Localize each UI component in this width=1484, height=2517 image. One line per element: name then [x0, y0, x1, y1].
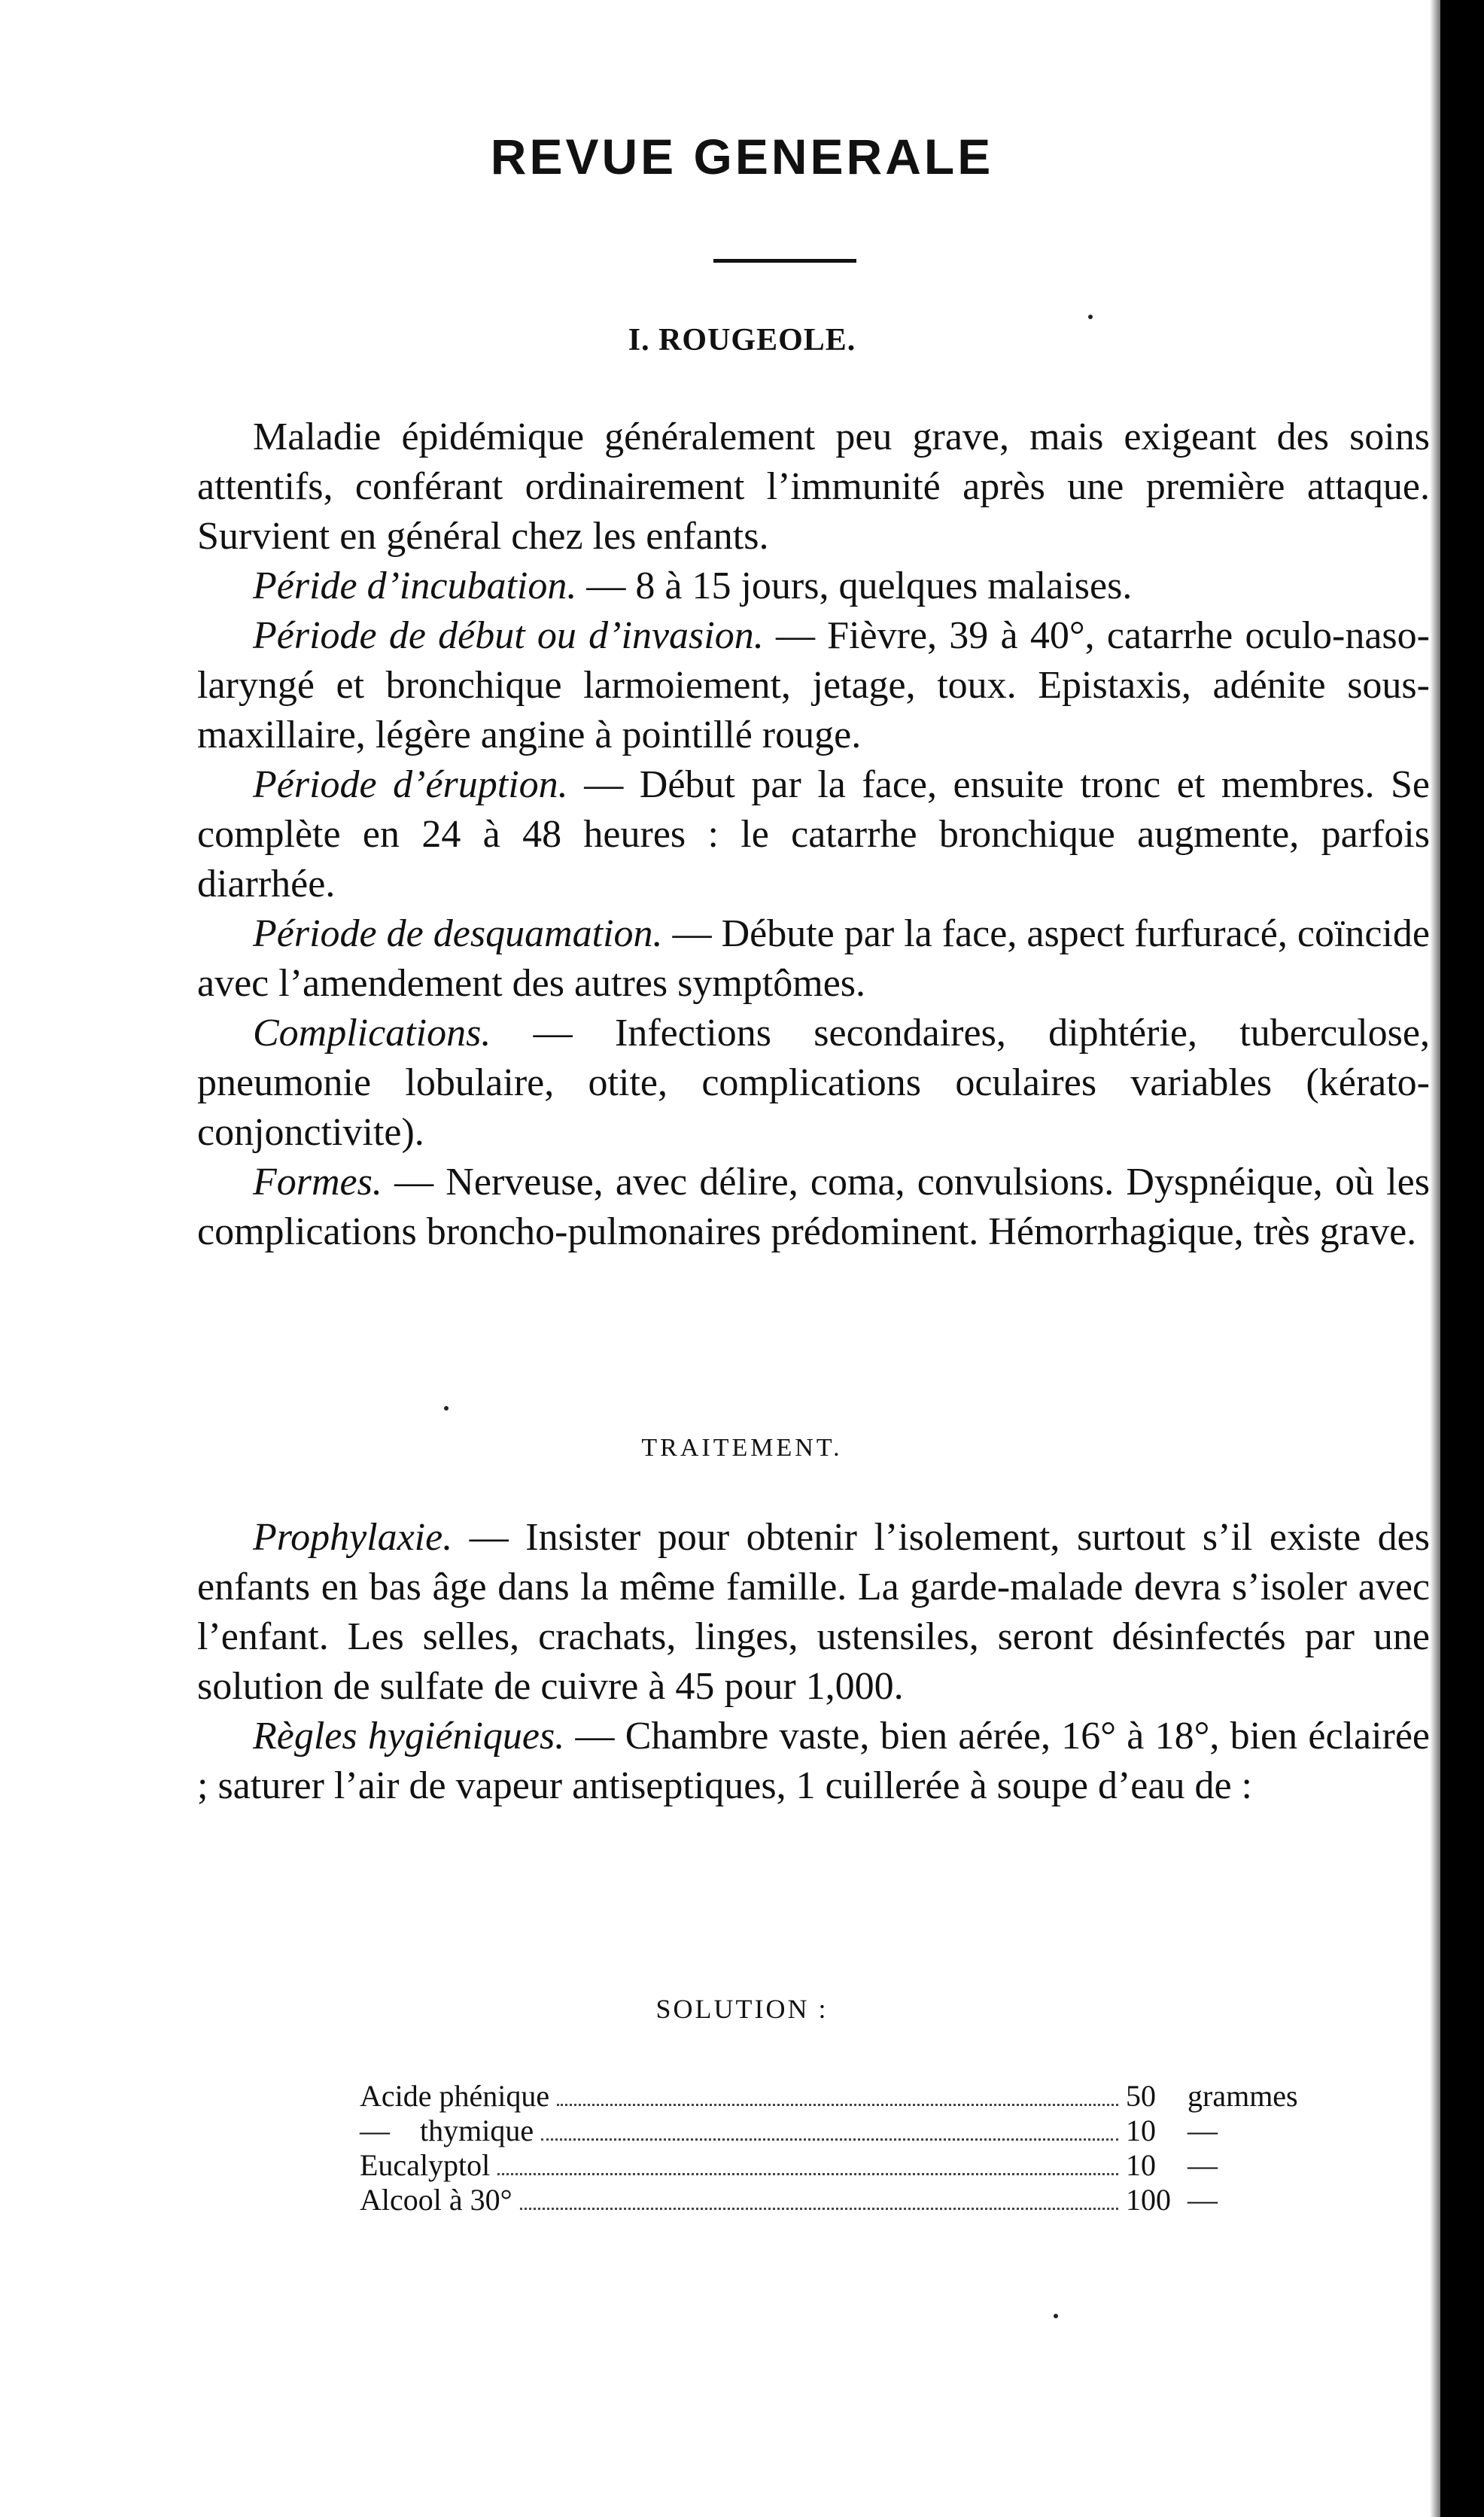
paragraph-prophylaxie [197, 1513, 1430, 1712]
eruption-label: Période d’éruption. [253, 763, 568, 806]
incubation-label: Péride d’incubation. [253, 565, 577, 607]
ingredient-name: Alcool à 30° [360, 2183, 512, 2217]
paragraph-desquamation [197, 909, 1430, 1009]
ingredient-unit: — [1188, 2148, 1218, 2182]
invasion-text: — Fièvre, 39 à 40°, catarrhe oculo-naso-laryngé et bronchique larmoiement, jetage, toux. Epistaxis, adénite sous-maxillaire, légère angine à pointillé rouge. [197, 614, 1430, 756]
ingredient-unit: grammes [1188, 2079, 1298, 2113]
formes-text: — Nerveuse, avec délire, coma, convulsions. Dyspnéique, où les complications broncho-pulmonaires prédominent. Hémorrhagique, très grave. [197, 1161, 1430, 1253]
section-title: I. ROUGEOLE. [628, 323, 856, 358]
page-edge [1440, 0, 1484, 2517]
page-edge-shadow [1430, 0, 1440, 2517]
incubation-text: — 8 à 15 jours, quelques malaises. [576, 565, 1133, 607]
main-text [197, 412, 1430, 1257]
desquamation-label: Période de desquamation. [253, 912, 663, 955]
solution-heading: SOLUTION : [655, 1994, 829, 2024]
invasion-label: Période de début ou d’invasion. [253, 614, 764, 657]
treatment-text [197, 1513, 1430, 1811]
ingredient-name: Acide phénique [360, 2079, 550, 2113]
paragraph-intro: Maladie épidémique généralement peu grave, mais exigeant des soins attentifs, conférant ordinairement l’immunité après une première attaque. Survient en général chez les enfants. [197, 415, 1430, 558]
ingredient-unit: — [1188, 2114, 1218, 2147]
complications-label: Complications. [253, 1012, 491, 1055]
title-rule [713, 259, 856, 263]
paragraph-invasion [197, 611, 1430, 760]
paragraph-incubation [197, 562, 1430, 611]
formula-row [360, 2079, 1353, 2114]
formula-row [360, 2183, 1353, 2217]
leader-dots [557, 2104, 1118, 2106]
eruption-text: — Début par la face, ensuite tronc et membres. Se complète en 24 à 48 heures : le catarrhe bronchique augmente, parfois diarrhée. [197, 763, 1430, 905]
formula-list [360, 2079, 1353, 2217]
prophylaxie-label: Prophylaxie. [253, 1516, 453, 1559]
ingredient-quantity: 50 [1126, 2079, 1156, 2113]
ingredient-quantity: 10 [1126, 2114, 1156, 2147]
ingredient-unit: — [1188, 2183, 1218, 2217]
ingredient-name: Eucalyptol [360, 2148, 491, 2182]
ink-speck [444, 1406, 449, 1411]
complications-text: — Infections secondaires, diphtérie, tuberculose, pneumonie lobulaire, otite, complications oculaires variables (kérato-conjonctivite). [197, 1012, 1430, 1154]
regles-label: Règles hygiéniques. [253, 1715, 565, 1758]
leader-dots [497, 2173, 1118, 2175]
ingredient-name: — thymique [360, 2114, 534, 2147]
ink-speck [1088, 315, 1093, 319]
paragraph-formes [197, 1158, 1430, 1257]
traitement-heading: TRAITEMENT. [641, 1434, 843, 1462]
leader-dots [520, 2208, 1118, 2210]
leader-dots [541, 2138, 1118, 2141]
prophylaxie-text: — Insister pour obtenir l’isolement, surtout s’il existe des enfants en bas âge dans la même famille. La garde-malade devra s’isoler avec l’enfant. Les selles, crachats, linges, ustensiles, seront désinfectés par une solution de sulfate de cuivre à 45 pour 1,000. [197, 1516, 1430, 1708]
paragraph-eruption [197, 760, 1430, 909]
paragraph-regles [197, 1712, 1430, 1811]
paragraph-complications [197, 1009, 1430, 1158]
formula-row [360, 2114, 1353, 2148]
desquamation-text: — Débute par la face, aspect furfuracé, coïncide avec l’amendement des autres symptômes. [197, 912, 1430, 1005]
ingredient-quantity: 10 [1126, 2148, 1156, 2182]
regles-text: — Chambre vaste, bien aérée, 16° à 18°, bien éclairée ; saturer l’air de vapeur antiseptiques, 1 cuillerée à soupe d’eau de : [197, 1715, 1430, 1807]
page-title: REVUE GENERALE [490, 129, 994, 184]
ingredient-quantity: 100 [1126, 2183, 1171, 2217]
formula-row [360, 2148, 1353, 2183]
ink-speck [1054, 2314, 1058, 2318]
formes-label: Formes. [253, 1161, 382, 1204]
